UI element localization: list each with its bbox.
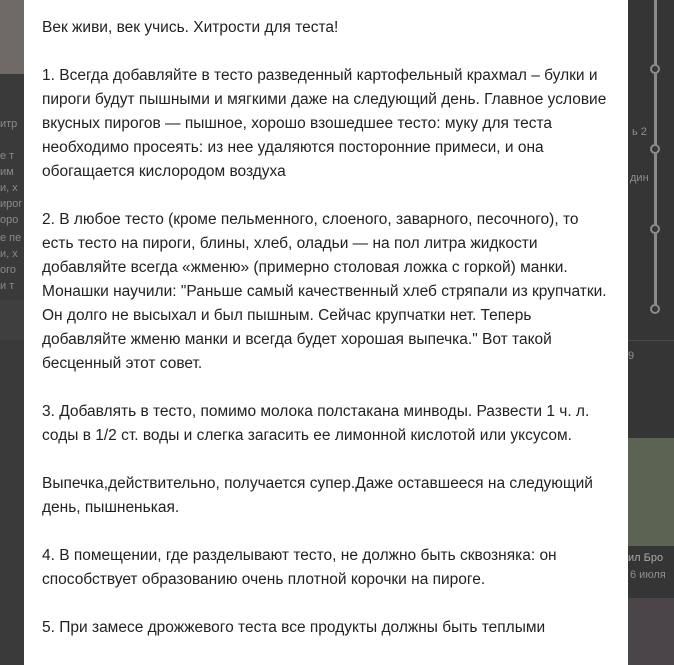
background-text-fragment: оро <box>0 214 19 226</box>
background-text-fragment: е пе <box>0 232 22 244</box>
background-timeline-track <box>654 0 657 310</box>
background-text-fragment: 9 <box>628 350 635 362</box>
post-paragraph: 2. В любое тесто (кроме пельменного, слоеного, заварного, песочного), то есть тесто на пироги, блины, хлеб, оладьи — на пол литра жидкости добавляйте всегда «жменю» (примерно столовая ложка с горкой) манки. Монашки научили: "Раньше самый качественный хлеб стряпали из крупчатки. Он долго не высыхал и был пышным. Сейчас крупчатки нет. Теперь добавляйте жменю манки и всегда будет хорошая выпечка." Вот такой бесценный этот совет. <box>42 211 607 372</box>
background-photo <box>628 598 674 665</box>
background-divider <box>628 340 674 341</box>
background-text-fragment: им <box>0 166 14 178</box>
post-modal <box>24 0 628 665</box>
background-text-fragment: 6 июля <box>630 569 666 581</box>
background-text-fragment: дин <box>630 172 649 184</box>
post-title: Век живи, век учись. Хитрости для теста! <box>42 19 339 36</box>
background-text-fragment: ирог <box>0 198 23 210</box>
post-text <box>24 0 628 640</box>
background-timeline-dot <box>650 224 660 234</box>
background-timeline-dot <box>650 144 660 154</box>
post-paragraph: 5. При замесе дрожжевого теста все продукты должны быть теплыми <box>42 619 546 636</box>
background-text-fragment: ого <box>0 264 17 276</box>
background-timeline-dot <box>650 304 660 314</box>
background-text-fragment: ь 2 <box>632 126 647 138</box>
background-right-column <box>628 0 674 665</box>
background-timeline-dot <box>650 64 660 74</box>
background-text-fragment: итр <box>0 118 18 130</box>
post-paragraph: 4. В помещении, где разделывают тесто, не должно быть сквозняка: он способствует образованию очень плотной корочки на пироге. <box>42 547 557 588</box>
background-block <box>0 300 24 340</box>
background-thumbnail <box>0 0 24 74</box>
background-text-fragment: ил Бро <box>628 552 664 564</box>
post-paragraph: 3. Добавлять в тесто, помимо молока полстакана минводы. Развести 1 ч. л. соды в 1/2 ст. воды и слегка загасить ее лимонной кислотой или уксусом. <box>42 403 590 444</box>
post-paragraph: 1. Всегда добавляйте в тесто разведенный картофельный крахмал – булки и пироги будут пышными и мягкими даже на следующий день. Главное условие вкусных пирогов — пышное, хорошо взошедшее тесто: муку для теста необходимо просеять: из нее удаляются посторонние примеси, и она обогащается кислородом воздуха <box>42 67 607 180</box>
background-text-fragment: и, х <box>0 182 18 194</box>
background-photo <box>628 438 674 546</box>
background-text-fragment: е т <box>0 150 15 162</box>
background-left-column <box>0 0 24 665</box>
background-text-fragment: и т <box>0 280 15 292</box>
post-paragraph: Выпечка,действительно, получается супер.Даже оставшееся на следующий день, пышненькая. <box>42 475 593 516</box>
background-text-fragment: и, х <box>0 248 18 260</box>
